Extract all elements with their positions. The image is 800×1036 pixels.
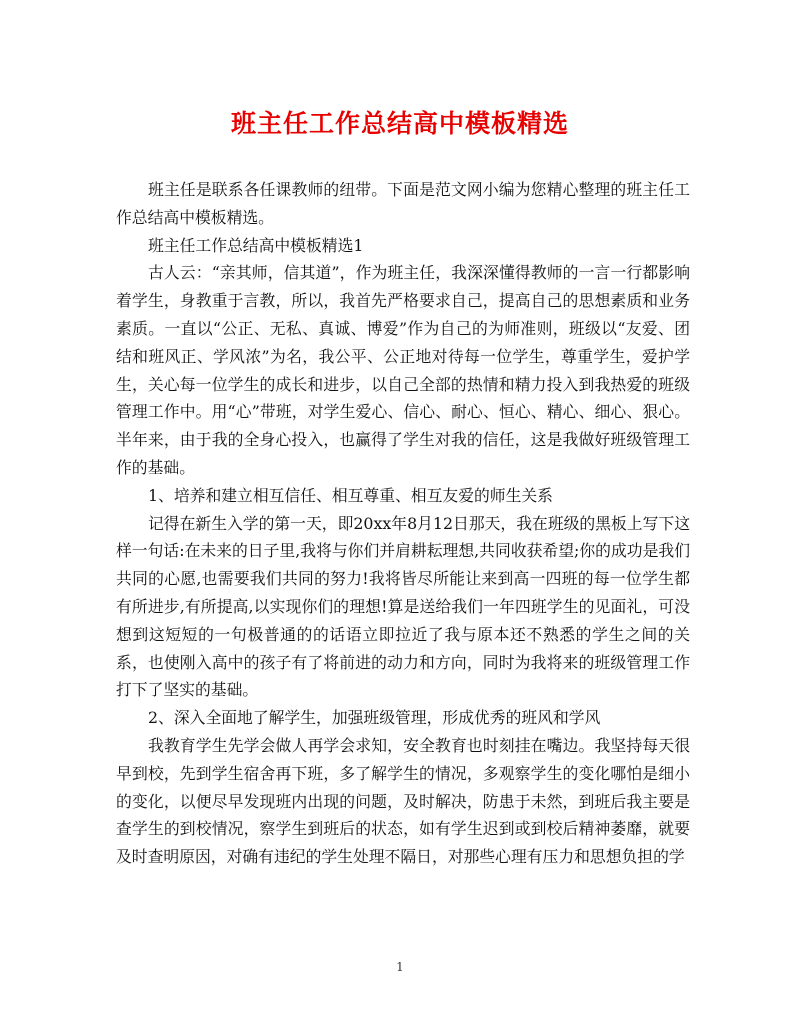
body-paragraph: 古人云：“亲其师，信其道”，作为班主任，我深深懂得教师的一言一行都影响着学生，身教重于言教，所以，我首先严格要求自己，提高自己的思想素质和业务素质。一直以“公正、无私、真诚、博爱”作为自己的为师准则，班级以“友爱、团结和班风正、学风浓”为名，我公平、公正地对待每一位学生，尊重学生，爱护学生，关心每一位学生的成长和进步，以自己全部的热情和精力投入到我热爱的班级管理工作中。用“心”带班，对学生爱心、信心、耐心、恒心、精心、细心、狠心。半年来，由于我的全身心投入，也赢得了学生对我的信任，这是我做好班级管理工作的基础。 [116,263,690,477]
intro-paragraph: 班主任是联系各任课教师的纽带。下面是范文网小编为您精心整理的班主任工作总结高中模板精选。 [116,180,690,227]
subheading-1: 1、培养和建立相互信任、相互尊重、相互友爱的师生关系 [148,485,553,505]
body-paragraph: 我教育学生先学会做人再学会求知，安全教育也时刻挂在嘴边。我坚持每天很早到校，先到学生宿舍再下班，多了解学生的情况，多观察学生的变化哪怕是细小的变化，以便尽早发现班内出现的问题，及时解决，防患于未然，到班后我主要是查学生的到校情况，察学生到班后的状态，如有学生迟到或到校后精神萎靡，就要及时查明原因，对确有违纪的学生处理不隔日，对那些心理有压力和思想负担的学 [116,735,690,867]
subheading-2: 2、深入全面地了解学生，加强班级管理，形成优秀的班风和学风 [148,708,601,728]
body-paragraph: 记得在新生入学的第一天，即20xx年8月12日那天，我在班级的黑板上写下这样一句话:在未来的日子里,我将与你们并肩耕耘理想,共同收获希望;你的成功是我们共同的心愿,也需要我们共同的努力!我将皆尽所能让来到高一四班的每一位学生都有所进步,有所提高,以实现你们的理想!算是送给我们一年四班学生的见面礼，可没想到这短短的一句极普通的的话语立即拉近了我与原本还不熟悉的学生之间的关系，也使刚入高中的孩子有了将前进的动力和方向，同时为我将来的班级管理工作打下了坚实的基础。 [116,513,690,700]
page-number: 1 [396,960,404,974]
section-heading-1: 班主任工作总结高中模板精选1 [148,235,364,255]
document-body [116,176,690,871]
document-title: 班主任工作总结高中模板精选 [230,109,569,138]
